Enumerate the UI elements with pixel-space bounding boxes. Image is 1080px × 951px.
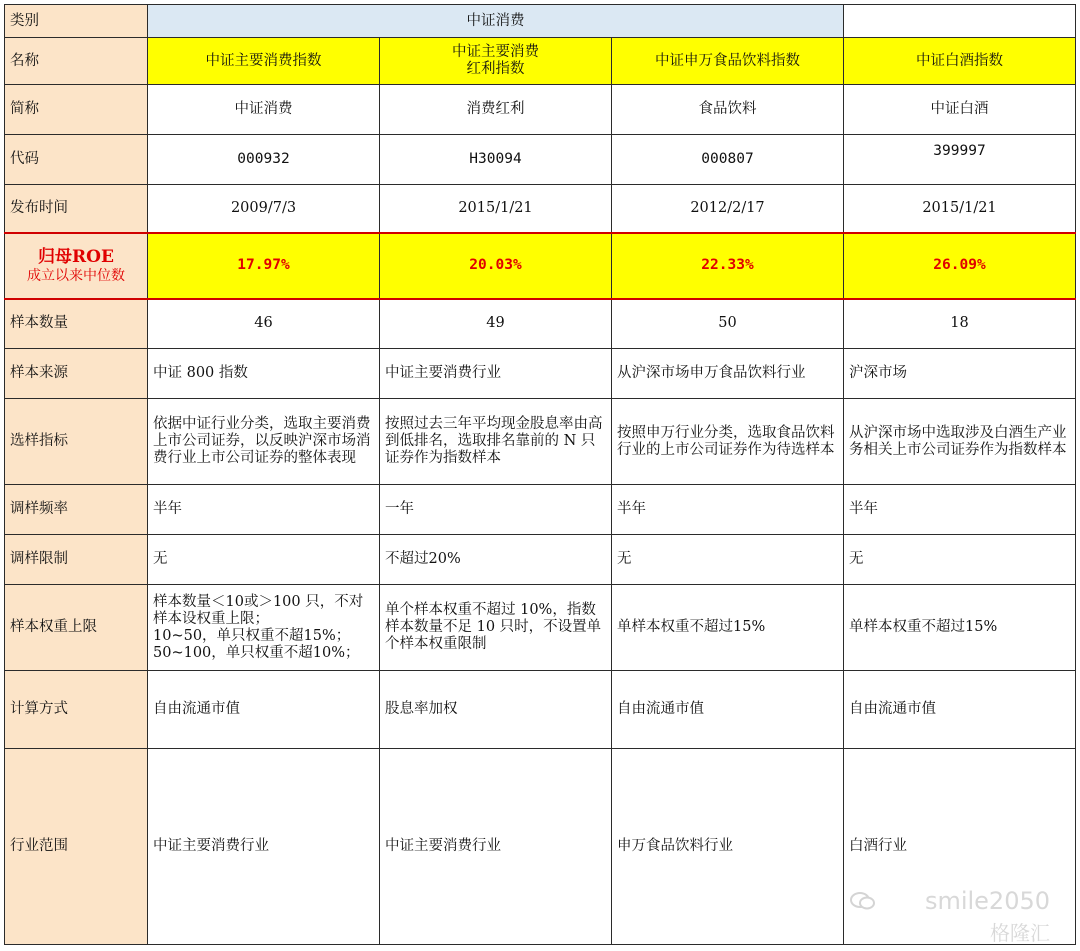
cell-roe-2: 20.03%	[380, 233, 612, 299]
cell-short-2: 消费红利	[380, 85, 612, 135]
cell-industry-2: 中证主要消费行业	[380, 749, 612, 945]
cell-count-3: 50	[612, 299, 844, 349]
cell-industry-1: 中证主要消费行业	[148, 749, 380, 945]
cell-criteria-4: 从沪深市场中选取涉及白酒生产业务相关上市公司证券作为指数样本	[844, 399, 1076, 485]
row-label-count: 样本数量	[5, 299, 148, 349]
cell-short-1: 中证消费	[148, 85, 380, 135]
row-roe	[5, 233, 1076, 299]
row-count	[5, 299, 1076, 349]
cell-frequency-1: 半年	[148, 485, 380, 535]
cell-limit-4: 无	[844, 535, 1076, 585]
row-label-limit: 调样限制	[5, 535, 148, 585]
row-label-code: 代码	[5, 135, 148, 185]
cell-short-4: 中证白酒	[844, 85, 1076, 135]
wechat-icon	[850, 891, 876, 911]
cell-date-4: 2015/1/21	[844, 185, 1076, 233]
row-label-criteria: 选样指标	[5, 399, 148, 485]
cell-frequency-4: 半年	[844, 485, 1076, 535]
cell-date-1: 2009/7/3	[148, 185, 380, 233]
cell-method-1: 自由流通市值	[148, 671, 380, 749]
cell-weight-cap-4: 单样本权重不超过15%	[844, 585, 1076, 671]
row-limit	[5, 535, 1076, 585]
cell-roe-1: 17.97%	[148, 233, 380, 299]
cell-frequency-3: 半年	[612, 485, 844, 535]
cell-weight-cap-2: 单个样本权重不超过 10%，指数样本数量不足 10 只时，不设置单个样本权重限制	[380, 585, 612, 671]
row-label-weight-cap: 样本权重上限	[5, 585, 148, 671]
cell-criteria-2: 按照过去三年平均现金股息率由高到低排名，选取排名靠前的 N 只证券作为指数样本	[380, 399, 612, 485]
cell-name-1: 中证主要消费指数	[148, 38, 380, 85]
cell-date-2: 2015/1/21	[380, 185, 612, 233]
cell-short-3: 食品饮料	[612, 85, 844, 135]
cell-count-2: 49	[380, 299, 612, 349]
cell-code-3: 000807	[612, 135, 844, 185]
row-label-short: 简称	[5, 85, 148, 135]
cell-roe-4: 26.09%	[844, 233, 1076, 299]
row-label-name: 名称	[5, 38, 148, 85]
cell-source-4: 沪深市场	[844, 349, 1076, 399]
row-label-method: 计算方式	[5, 671, 148, 749]
cell-weight-cap-3: 单样本权重不超过15%	[612, 585, 844, 671]
row-name	[5, 38, 1076, 85]
watermark-brand: 格隆汇	[990, 921, 1050, 945]
cell-industry-4: 白酒行业	[844, 749, 1076, 945]
roe-label-sub: 成立以来中位数	[27, 267, 125, 284]
row-label-source: 样本来源	[5, 349, 148, 399]
category-value: 中证消费	[148, 5, 844, 38]
category-label: 类别	[5, 5, 148, 38]
cell-limit-2: 不超过20%	[380, 535, 612, 585]
cell-date-3: 2012/2/17	[612, 185, 844, 233]
cell-name-4: 中证白酒指数	[844, 38, 1076, 85]
row-frequency	[5, 485, 1076, 535]
cell-name-2: 中证主要消费 红利指数	[380, 38, 612, 85]
row-weight-cap	[5, 585, 1076, 671]
cell-limit-3: 无	[612, 535, 844, 585]
row-label-roe	[5, 233, 148, 299]
roe-label-main: 归母ROE	[38, 246, 114, 267]
cell-count-4: 18	[844, 299, 1076, 349]
row-label-date: 发布时间	[5, 185, 148, 233]
header-row	[5, 5, 1076, 38]
cell-code-2: H30094	[380, 135, 612, 185]
row-method	[5, 671, 1076, 749]
index-comparison-table	[4, 4, 1076, 945]
row-short	[5, 85, 1076, 135]
row-criteria	[5, 399, 1076, 485]
row-date	[5, 185, 1076, 233]
cell-roe-3: 22.33%	[612, 233, 844, 299]
row-source	[5, 349, 1076, 399]
cell-weight-cap-1: 样本数量＜10或＞100 只，不对样本设权重上限； 10~50，单只权重不超15%； 50~100，单只权重不超10%；	[148, 585, 380, 671]
cell-source-2: 中证主要消费行业	[380, 349, 612, 399]
cell-method-4: 自由流通市值	[844, 671, 1076, 749]
cell-count-1: 46	[148, 299, 380, 349]
cell-industry-3: 申万食品饮料行业	[612, 749, 844, 945]
watermark-handle: smile2050	[924, 887, 1050, 915]
cell-method-2: 股息率加权	[380, 671, 612, 749]
cell-name-3: 中证申万食品饮料指数	[612, 38, 844, 85]
cell-method-3: 自由流通市值	[612, 671, 844, 749]
cell-code-4: 399997	[844, 135, 1076, 185]
watermark	[850, 887, 1050, 947]
cell-criteria-1: 依据中证行业分类，选取主要消费上市公司证券，以反映沪深市场消费行业上市公司证券的整体表现	[148, 399, 380, 485]
cell-code-1: 000932	[148, 135, 380, 185]
cell-source-3: 从沪深市场申万食品饮料行业	[612, 349, 844, 399]
row-label-industry: 行业范围	[5, 749, 148, 945]
empty-header-cell	[844, 5, 1076, 38]
row-code	[5, 135, 1076, 185]
cell-limit-1: 无	[148, 535, 380, 585]
cell-criteria-3: 按照申万行业分类，选取食品饮料行业的上市公司证券作为待选样本	[612, 399, 844, 485]
cell-source-1: 中证 800 指数	[148, 349, 380, 399]
row-label-frequency: 调样频率	[5, 485, 148, 535]
cell-frequency-2: 一年	[380, 485, 612, 535]
